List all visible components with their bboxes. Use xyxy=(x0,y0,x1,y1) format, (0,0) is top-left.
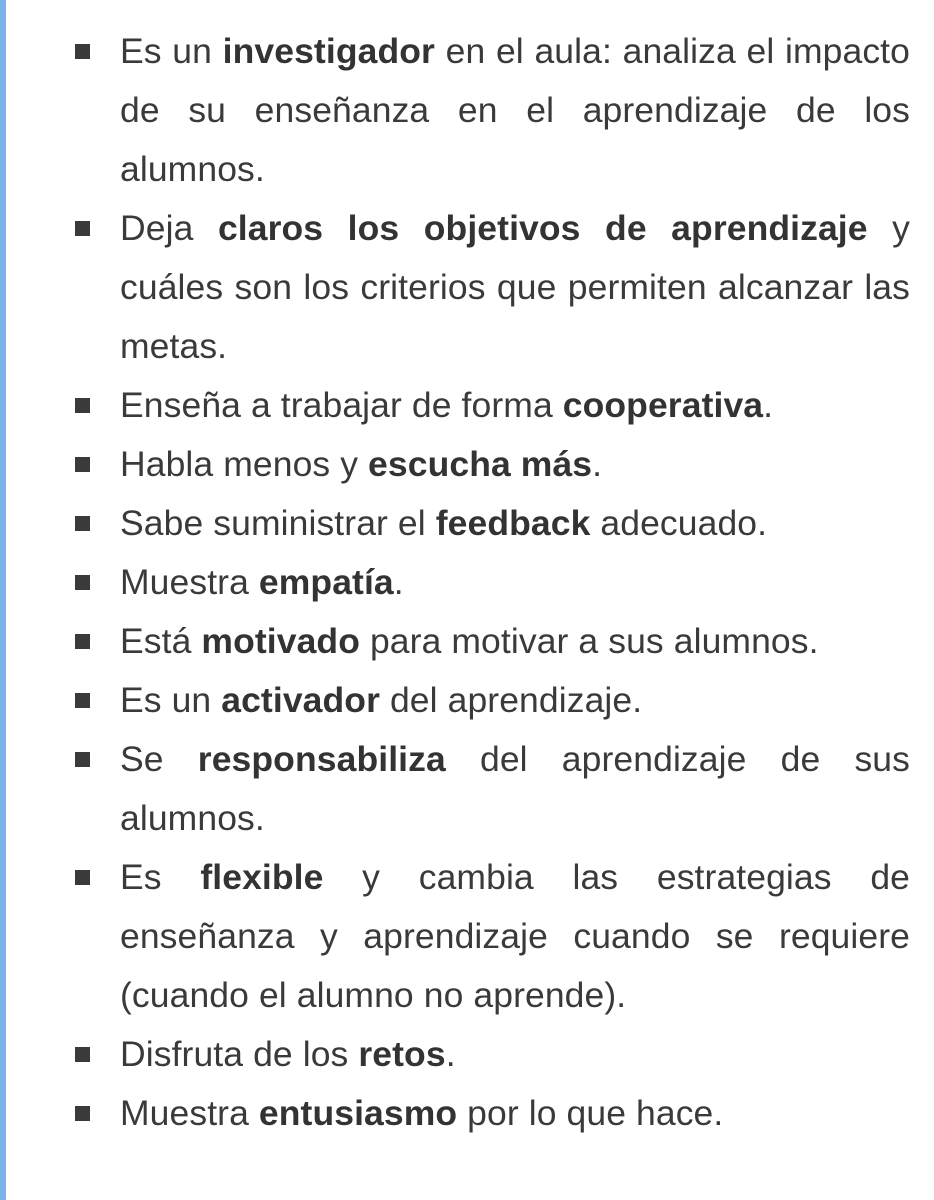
bullet-list xyxy=(0,22,934,1143)
square-bullet-icon xyxy=(75,870,90,885)
item-text: Muestra entusiasmo por lo que hace. xyxy=(120,1093,724,1133)
square-bullet-icon xyxy=(75,44,90,59)
list-item xyxy=(0,730,934,848)
square-bullet-icon xyxy=(75,693,90,708)
square-bullet-icon xyxy=(75,398,90,413)
square-bullet-icon xyxy=(75,457,90,472)
list-item xyxy=(0,22,934,199)
item-text: Sabe suministrar el feedback adecuado. xyxy=(120,503,768,543)
item-text: Deja claros los objetivos de aprendizaje y cuáles son los criterios que permiten alcanzar las metas. xyxy=(120,208,910,366)
item-text: Habla menos y escucha más. xyxy=(120,444,603,484)
list-item xyxy=(0,494,934,553)
item-text: Está motivado para motivar a sus alumnos. xyxy=(120,621,819,661)
list-item xyxy=(0,1025,934,1084)
item-text: Se responsabiliza del aprendizaje de sus alumnos. xyxy=(120,739,911,838)
list-item xyxy=(0,199,934,376)
item-text: Es flexible y cambia las estrategias de enseñanza y aprendizaje cuando se requiere (cuando el alumno no aprende). xyxy=(120,857,911,1015)
item-text: Es un investigador en el aula: analiza el impacto de su enseñanza en el aprendizaje de los alumnos. xyxy=(120,31,910,189)
square-bullet-icon xyxy=(75,516,90,531)
square-bullet-icon xyxy=(75,634,90,649)
list-item xyxy=(0,376,934,435)
square-bullet-icon xyxy=(75,575,90,590)
item-text: Disfruta de los retos. xyxy=(120,1034,456,1074)
list-item xyxy=(0,435,934,494)
square-bullet-icon xyxy=(75,1047,90,1062)
list-item xyxy=(0,671,934,730)
item-text: Es un activador del aprendizaje. xyxy=(120,680,643,720)
square-bullet-icon xyxy=(75,1106,90,1121)
item-text: Muestra empatía. xyxy=(120,562,404,602)
list-item xyxy=(0,612,934,671)
list-item xyxy=(0,848,934,1025)
list-item xyxy=(0,553,934,612)
square-bullet-icon xyxy=(75,221,90,236)
square-bullet-icon xyxy=(75,752,90,767)
item-text: Enseña a trabajar de forma cooperativa. xyxy=(120,385,774,425)
list-item xyxy=(0,1084,934,1143)
